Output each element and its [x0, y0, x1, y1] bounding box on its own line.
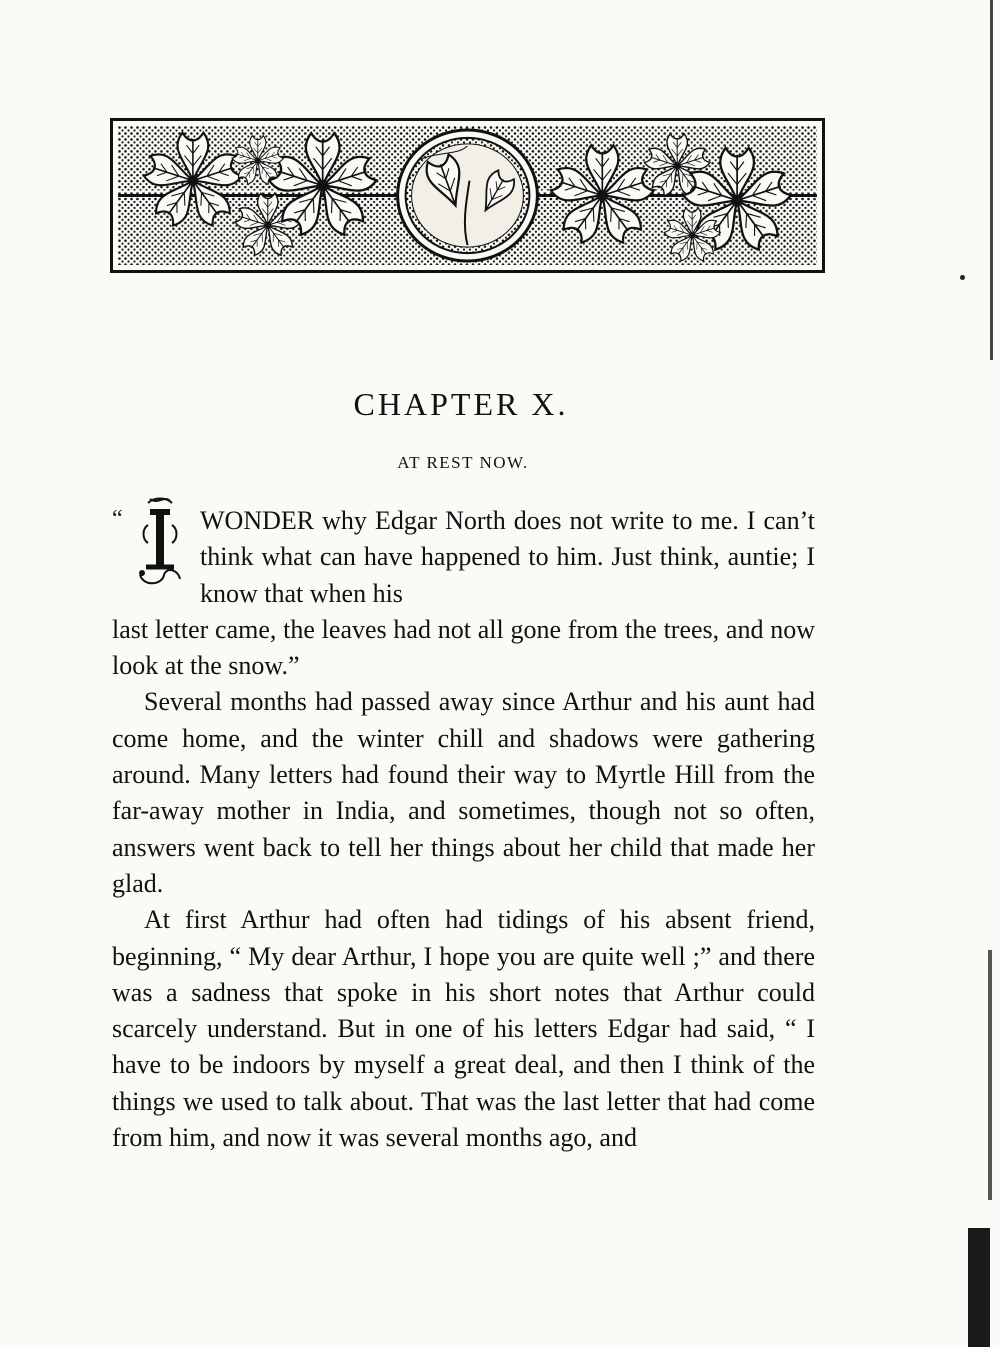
ornamental-headpiece — [110, 118, 825, 273]
paragraph: Several months had passed away since Arthur and his aunt had come home, and the winter chill and shadows were gathering around. Many letters had found their way to Myrtle Hill from the far-away mother in India, and sometimes, though not so often, answers went back to tell her things about her child that made her glad. — [112, 687, 815, 898]
foliage-ornament-icon — [118, 126, 817, 265]
opening-continuation: last letter came, the leaves had not all gone from the trees, and now look at the snow.” — [112, 614, 815, 681]
chapter-title: CHAPTER X. — [353, 386, 569, 422]
scan-speck — [960, 275, 965, 280]
opening-paragraph — [112, 503, 815, 684]
chapter-subtitle: AT REST NOW. — [397, 453, 529, 472]
opening-quote-mark: “ — [112, 506, 123, 532]
scan-edge-mark — [990, 0, 993, 360]
ornate-letter-icon — [134, 495, 186, 587]
scan-edge-mark — [968, 1228, 990, 1347]
chapter-body — [112, 503, 815, 1156]
drop-cap — [134, 495, 186, 587]
opening-lines: WONDER why Edgar North does not write to me. I can’t think what can have happened to him. Just think, auntie; I know that when his — [200, 506, 815, 608]
scan-edge-mark — [988, 950, 992, 1200]
paragraph: At first Arthur had often had tidings of his absent friend, beginning, “ My dear Arthur, I hope you are quite well ;” and there was a sadness that spoke in his short notes that Arthur could scarcely understand. But in one of his letters Edgar had said, “ I have to be indoors by myself a great deal, and then I think of the things we used to talk about. That was the last letter that had come from him, and now it was several months ago, and — [112, 905, 815, 1153]
